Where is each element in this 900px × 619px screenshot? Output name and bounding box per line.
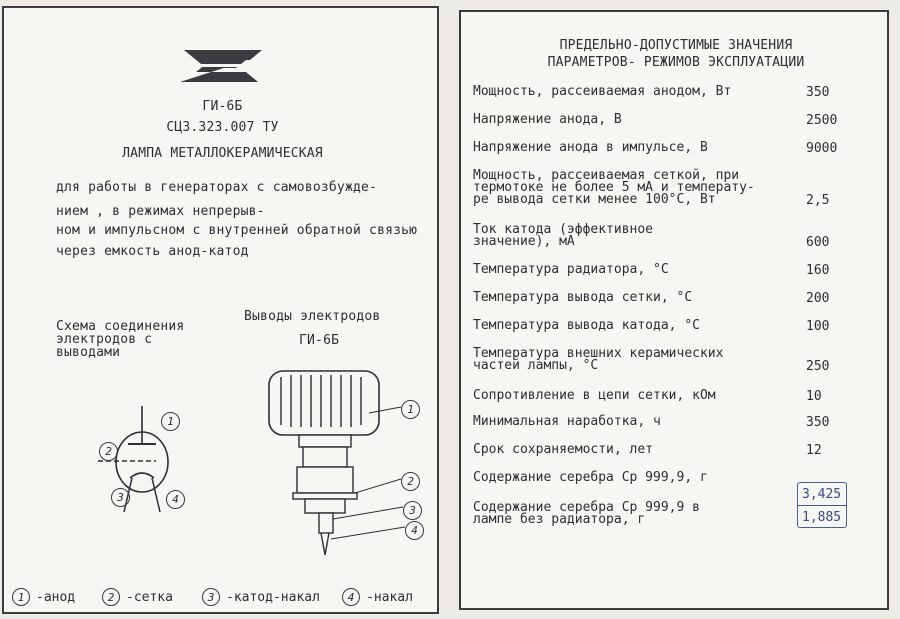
parameter-value: 2,5 [806, 193, 830, 208]
legend-text: -накал [366, 589, 413, 605]
parameter-label [473, 292, 692, 304]
limits-title [461, 37, 891, 71]
parameter-label-line: Содержание серебра Ср 999,9 в [473, 500, 700, 515]
parameter-label-line: Мощность, рассеиваемая анодом, Вт [473, 84, 732, 99]
parameter-label-line: Температура внешних керамических [473, 346, 724, 361]
pinout-model: ГИ-6Б [299, 333, 340, 348]
schema-title-line: выводами [56, 345, 121, 360]
parameter-label-line: Напряжение анода в импульсе, В [473, 140, 708, 155]
legend-text: -катод-накал [226, 589, 320, 605]
parameter-label [473, 416, 661, 428]
parameter-label-line: термотоке не более 5 мА и температу- [473, 180, 755, 195]
description-line: ном и импульсном с внутренней обратной связью [56, 223, 418, 238]
parameter-label-line: Температура вывода катода, °С [473, 318, 700, 333]
lamp-info-panel [2, 6, 439, 614]
parameter-value: 350 [806, 415, 830, 430]
parameter-label [473, 114, 622, 126]
parameter-label [473, 444, 653, 456]
parameter-value: 160 [806, 263, 830, 278]
parameter-label [473, 390, 716, 402]
parameter-label-line: лампе без радиатора, г [473, 512, 646, 527]
parameter-value: 250 [806, 359, 830, 374]
parameter-label [473, 264, 669, 276]
manufacturer-logo [176, 46, 266, 86]
pinout-callout-3: 3 [403, 501, 422, 520]
parameter-label [473, 502, 700, 526]
parameter-label [473, 320, 700, 332]
parameter-value: 600 [806, 235, 830, 250]
legend-cathode [202, 588, 320, 606]
tube-schematic [94, 406, 204, 518]
schema-callout-4: 4 [166, 490, 185, 509]
parameter-label [473, 86, 731, 98]
parameter-label [473, 472, 708, 484]
schema-callout-3: 3 [111, 488, 130, 507]
silver-value-no-radiator: 1,885 [802, 510, 842, 525]
parameter-label [473, 224, 653, 248]
parameter-label-line: ре вывода сетки менее 100°С, Вт [473, 192, 716, 207]
legend-number: 4 [342, 588, 360, 606]
silver-value-total: 3,425 [802, 487, 842, 502]
parameter-label-line: Срок сохраняемости, лет [473, 442, 654, 457]
parameter-label-line: Мощность, рассеиваемая сеткой, при [473, 168, 740, 183]
parameter-label [473, 170, 755, 206]
parameter-label-line: значение), мА [473, 234, 575, 249]
pinout-callout-4: 4 [405, 521, 424, 540]
parameter-label-line: Температура радиатора, °С [473, 262, 669, 277]
legend-heater [342, 588, 413, 606]
parameter-value: 350 [806, 85, 830, 100]
limits-panel [459, 10, 889, 610]
silver-content-stamp [797, 482, 847, 528]
parameter-label-line: Содержание серебра Ср 999,9, г [473, 470, 708, 485]
parameter-label-line: Минимальная наработка, ч [473, 414, 661, 429]
lamp-model: ГИ-6Б [202, 99, 243, 114]
schema-title-line: Схема соединения [56, 319, 185, 334]
parameter-label-line: Напряжение анода, В [473, 112, 622, 127]
legend-text: -анод [36, 589, 76, 605]
legend-grid [102, 588, 173, 606]
legend-anode [12, 588, 75, 606]
schema-title-line: электродов с [56, 332, 153, 347]
spec-code: СЦЗ.323.007 ТУ [166, 120, 279, 135]
limits-title-line: ПАРАМЕТРОВ- РЕЖИМОВ ЭКСПЛУАТАЦИИ [547, 55, 805, 70]
description-line: через емкость анод-катод [56, 244, 249, 259]
lamp-pinout-drawing [259, 363, 429, 573]
schema-callout-2: 2 [99, 442, 118, 461]
parameter-value: 100 [806, 319, 830, 334]
parameter-label-line: Ток катода (эффективное [473, 222, 654, 237]
parameter-label [473, 348, 723, 372]
pinout-title: Выводы электродов [244, 309, 381, 324]
description-line: для работы в генераторах с самовозбужде- [56, 180, 378, 195]
lamp-type: ЛАМПА МЕТАЛЛОКЕРАМИЧЕСКАЯ [122, 146, 323, 161]
pinout-callout-2: 2 [401, 472, 420, 491]
parameter-value: 9000 [806, 141, 838, 156]
parameter-label [473, 142, 708, 154]
parameter-value: 10 [806, 389, 822, 404]
parameter-label-line: Температура вывода сетки, °С [473, 290, 693, 305]
pinout-callout-1: 1 [401, 400, 420, 419]
limits-title-line: ПРЕДЕЛЬНО-ДОПУСТИМЫЕ ЗНАЧЕНИЯ [559, 38, 793, 53]
parameter-label-line: Сопротивление в цепи сетки, кОм [473, 388, 716, 403]
schema-title [56, 320, 184, 359]
parameter-value: 200 [806, 291, 830, 306]
stamp-divider [798, 505, 846, 506]
description-line: нием , в режимах непрерыв- [56, 204, 265, 219]
parameter-value: 12 [806, 443, 822, 458]
parameter-value: 2500 [806, 113, 838, 128]
legend-number: 2 [102, 588, 120, 606]
legend-number: 1 [12, 588, 30, 606]
legend-number: 3 [202, 588, 220, 606]
legend-text: -сетка [126, 589, 173, 605]
parameter-label-line: частей лампы, °С [473, 358, 599, 373]
schema-callout-1: 1 [161, 412, 180, 431]
